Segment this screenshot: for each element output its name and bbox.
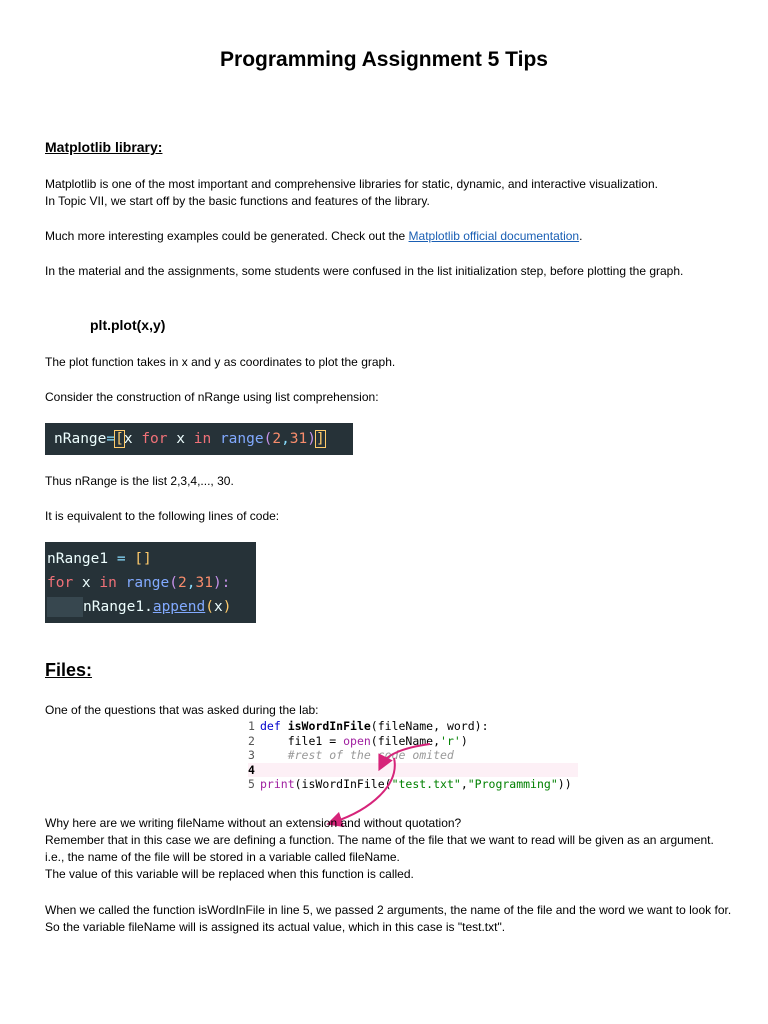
list-comprehension-intro: Consider the construction of nRange using list comprehension: [45,390,379,404]
code-token: nRange1 [47,551,117,567]
arrow-to-definition [382,744,430,764]
code-token: , [281,431,290,447]
line-number: 2 [248,733,255,748]
code-token: for [47,575,74,591]
code-token: range [125,575,170,591]
code-token: = [106,431,116,447]
line-number: 1 [248,719,255,733]
for-loop-code [45,542,256,623]
code-token: , [460,777,468,791]
replacement-line: The value of this variable will be replaced when this function is called. [45,867,414,881]
function-call-paragraph: When we called the function isWordInFile in line 5, we passed 2 arguments, the name of the file and the word we want to look for. So the variable fileName will is assigned its actual value, which in this case is "test.txt". [45,903,732,934]
explanation-line: Remember that in this case we are defining a function. The name of the file that we want to read will be given as an argument. i.e., the name of the file will be stored in a variable called fileName. [45,833,714,864]
intro-line-1: Matplotlib is one of the most important and comprehensive libraries for static, dynamic, and interactive visualization. [45,177,658,191]
line-number: 5 [248,777,255,791]
confusion-paragraph: In the material and the assignments, some students were confused in the list initialization step, before plotting the graph. [45,264,684,278]
list-comprehension-code [45,423,353,455]
code-token: def [260,719,281,733]
code-token: 'r' [440,733,461,748]
code-token: ( [205,599,214,615]
page-title: Programming Assignment 5 Tips [220,48,548,71]
files-heading: Files: [45,660,93,680]
doc-text-after: . [579,229,583,243]
code-token: (fileName, [370,733,441,748]
question-line: Why here are we writing fileName without an extension and without quotation? [45,816,462,830]
code-line [47,571,256,595]
code-token: nRange1. [83,599,153,615]
code-token: [ [115,431,124,447]
code-token: x [123,431,142,447]
code-token [117,575,126,591]
code-token: 31 [195,575,213,591]
code-token: "test.txt" [391,777,461,791]
code-token: = [116,551,126,567]
nrange-result-text: Thus nRange is the list 2,3,4,..., 30. [45,474,234,488]
code-line [47,547,256,571]
code-token: for [141,431,168,447]
plot-function-heading: plt.plot(x,y) [90,317,166,333]
code-token: x [73,575,100,591]
code-token: (fileName, word): [370,719,489,733]
code-token: isWordInFile [280,719,371,733]
intro-line-2: In Topic VII, we start off by the basic functions and features of the library. [45,194,430,208]
plot-description: The plot function takes in x and y as coordinates to plot the graph. [45,355,396,369]
line-number: 4 [248,762,255,777]
code-token: 31 [289,431,308,447]
matplotlib-heading: Matplotlib library: [45,139,163,155]
code-token: in [99,575,117,591]
code-token: append [152,599,206,615]
code-token: nRange [54,431,107,447]
files-intro: One of the questions that was asked during the lab: [45,703,319,717]
code-token: ): [212,575,231,591]
line-number: 3 [248,748,255,762]
code-token: in [193,431,212,447]
indent-guide [47,597,83,617]
code-token: open [343,733,371,748]
code-line [47,595,256,619]
code-token: x [167,431,194,447]
code-line [248,719,578,734]
code-token: #rest of the code omited [260,748,454,762]
arrow-to-call [334,758,395,822]
matplotlib-intro-paragraph [45,176,735,210]
code-token: print [260,777,295,791]
code-token: (isWordInFile( [294,777,392,791]
equivalent-code-intro: It is equivalent to the following lines of code: [45,509,280,523]
code-token: ( [263,431,273,447]
explanation-paragraph [45,815,735,883]
code-token: [] [125,551,152,567]
code-token: ) [307,431,316,447]
matplotlib-docs-link[interactable]: Matplotlib official documentation [408,229,580,243]
code-token: range [219,431,264,447]
code-token: , [186,575,196,591]
code-token: )) [557,777,572,791]
documentation-paragraph [45,228,735,245]
code-token: ( [169,575,178,591]
code-token: x [213,599,223,615]
code-token [211,431,220,447]
code-token: "Programming" [467,777,558,791]
code-token: 2 [178,575,187,591]
code-token: ] [316,431,325,447]
doc-text-before: Much more interesting examples could be generated. Check out the [45,229,409,243]
code-token: 2 [272,431,282,447]
code-token: ) [460,733,468,748]
code-token: ) [222,599,232,615]
code-token: file1 = [260,733,344,748]
